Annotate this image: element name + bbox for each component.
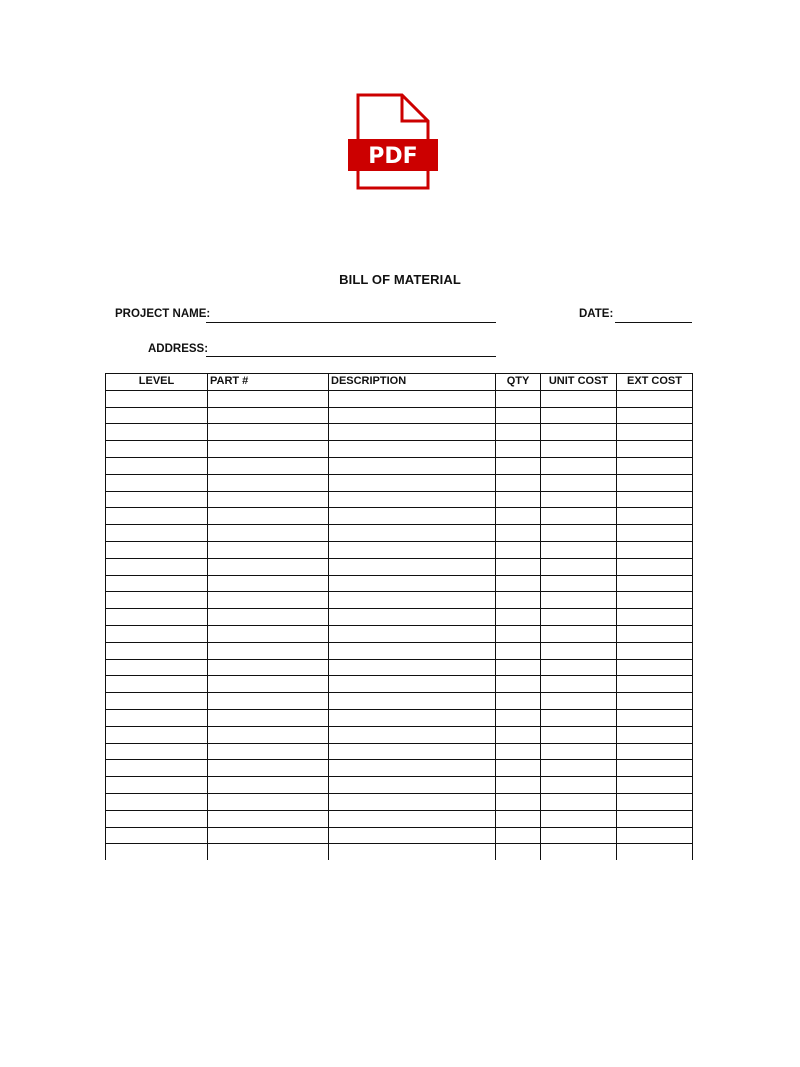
description-cell[interactable]	[329, 810, 496, 827]
table-row	[106, 525, 693, 542]
table-row	[106, 827, 693, 844]
unit-cost-cell[interactable]	[541, 676, 617, 693]
ext-cost-cell[interactable]	[617, 760, 693, 777]
part-number-cell[interactable]	[208, 508, 329, 525]
description-cell[interactable]	[329, 441, 496, 458]
date-field[interactable]	[615, 322, 692, 323]
part-number-cell[interactable]	[208, 659, 329, 676]
ext-cost-cell[interactable]	[617, 642, 693, 659]
table-row	[106, 810, 693, 827]
part-number-cell[interactable]	[208, 676, 329, 693]
table-row	[106, 457, 693, 474]
unit-cost-cell[interactable]	[541, 592, 617, 609]
level-cell[interactable]	[106, 743, 208, 760]
table-row	[106, 407, 693, 424]
level-cell[interactable]	[106, 424, 208, 441]
part-number-cell[interactable]	[208, 693, 329, 710]
description-cell[interactable]	[329, 760, 496, 777]
table-row	[106, 844, 693, 861]
ext-cost-cell[interactable]	[617, 592, 693, 609]
level-cell[interactable]	[106, 525, 208, 542]
column-header-ext-cost: EXT COST	[617, 374, 693, 391]
part-number-cell[interactable]	[208, 609, 329, 626]
qty-cell[interactable]	[496, 457, 541, 474]
description-cell[interactable]	[329, 424, 496, 441]
part-number-cell[interactable]	[208, 525, 329, 542]
table-row	[106, 474, 693, 491]
table-row	[106, 726, 693, 743]
level-cell[interactable]	[106, 827, 208, 844]
qty-cell[interactable]	[496, 760, 541, 777]
qty-cell[interactable]	[496, 693, 541, 710]
description-cell[interactable]	[329, 558, 496, 575]
column-header-qty: QTY	[496, 374, 541, 391]
part-number-cell[interactable]	[208, 457, 329, 474]
description-cell[interactable]	[329, 743, 496, 760]
table-row	[106, 659, 693, 676]
table-header-row	[106, 374, 693, 391]
qty-cell[interactable]	[496, 541, 541, 558]
ext-cost-cell[interactable]	[617, 541, 693, 558]
unit-cost-cell[interactable]	[541, 407, 617, 424]
part-number-cell[interactable]	[208, 575, 329, 592]
qty-cell[interactable]	[496, 676, 541, 693]
level-cell[interactable]	[106, 676, 208, 693]
description-cell[interactable]	[329, 709, 496, 726]
table-row	[106, 609, 693, 626]
table-row	[106, 642, 693, 659]
description-cell[interactable]	[329, 676, 496, 693]
ext-cost-cell[interactable]	[617, 777, 693, 794]
level-cell[interactable]	[106, 457, 208, 474]
description-cell[interactable]	[329, 793, 496, 810]
unit-cost-cell[interactable]	[541, 777, 617, 794]
qty-cell[interactable]	[496, 726, 541, 743]
address-label: ADDRESS:	[148, 343, 209, 355]
description-cell[interactable]	[329, 642, 496, 659]
qty-cell[interactable]	[496, 508, 541, 525]
table-row	[106, 676, 693, 693]
table-row	[106, 558, 693, 575]
date-label: DATE:	[579, 308, 614, 320]
description-cell[interactable]	[329, 491, 496, 508]
ext-cost-cell[interactable]	[617, 693, 693, 710]
ext-cost-cell[interactable]	[617, 474, 693, 491]
level-cell[interactable]	[106, 709, 208, 726]
level-cell[interactable]	[106, 760, 208, 777]
unit-cost-cell[interactable]	[541, 525, 617, 542]
document-title: BILL OF MATERIAL	[339, 272, 461, 287]
unit-cost-cell[interactable]	[541, 390, 617, 407]
level-cell[interactable]	[106, 777, 208, 794]
column-header-level: LEVEL	[106, 374, 208, 391]
project-name-label: PROJECT NAME:	[115, 308, 211, 320]
unit-cost-cell[interactable]	[541, 793, 617, 810]
project-name-field[interactable]	[206, 322, 496, 323]
unit-cost-cell[interactable]	[541, 609, 617, 626]
ext-cost-cell[interactable]	[617, 575, 693, 592]
table-row	[106, 592, 693, 609]
table-row	[106, 575, 693, 592]
level-cell[interactable]	[106, 726, 208, 743]
ext-cost-cell[interactable]	[617, 625, 693, 642]
description-cell[interactable]	[329, 474, 496, 491]
part-number-cell[interactable]	[208, 726, 329, 743]
level-cell[interactable]	[106, 659, 208, 676]
description-cell[interactable]	[329, 609, 496, 626]
part-number-cell[interactable]	[208, 441, 329, 458]
table-row	[106, 491, 693, 508]
level-cell[interactable]	[106, 693, 208, 710]
unit-cost-cell[interactable]	[541, 558, 617, 575]
qty-cell[interactable]	[496, 609, 541, 626]
qty-cell[interactable]	[496, 625, 541, 642]
table-row	[106, 777, 693, 794]
table-row	[106, 793, 693, 810]
ext-cost-cell[interactable]	[617, 407, 693, 424]
qty-cell[interactable]	[496, 390, 541, 407]
unit-cost-cell[interactable]	[541, 693, 617, 710]
unit-cost-cell[interactable]	[541, 709, 617, 726]
description-cell[interactable]	[329, 508, 496, 525]
unit-cost-cell[interactable]	[541, 844, 617, 861]
ext-cost-cell[interactable]	[617, 709, 693, 726]
svg-text:PDF: PDF	[368, 144, 418, 169]
part-number-cell[interactable]	[208, 407, 329, 424]
level-cell[interactable]	[106, 592, 208, 609]
part-number-cell[interactable]	[208, 390, 329, 407]
table-row	[106, 693, 693, 710]
qty-cell[interactable]	[496, 709, 541, 726]
qty-cell[interactable]	[496, 659, 541, 676]
unit-cost-cell[interactable]	[541, 659, 617, 676]
description-cell[interactable]	[329, 693, 496, 710]
description-cell[interactable]	[329, 659, 496, 676]
description-cell[interactable]	[329, 827, 496, 844]
part-number-cell[interactable]	[208, 541, 329, 558]
part-number-cell[interactable]	[208, 625, 329, 642]
level-cell[interactable]	[106, 609, 208, 626]
level-cell[interactable]	[106, 508, 208, 525]
pdf-file-icon	[346, 92, 440, 192]
ext-cost-cell[interactable]	[617, 827, 693, 844]
level-cell[interactable]	[106, 390, 208, 407]
level-cell[interactable]	[106, 474, 208, 491]
qty-cell[interactable]	[496, 777, 541, 794]
part-number-cell[interactable]	[208, 810, 329, 827]
unit-cost-cell[interactable]	[541, 760, 617, 777]
unit-cost-cell[interactable]	[541, 575, 617, 592]
qty-cell[interactable]	[496, 827, 541, 844]
column-header-unit-cost: UNIT COST	[541, 374, 617, 391]
qty-cell[interactable]	[496, 525, 541, 542]
table-body	[106, 390, 693, 860]
qty-cell[interactable]	[496, 743, 541, 760]
ext-cost-cell[interactable]	[617, 726, 693, 743]
part-number-cell[interactable]	[208, 491, 329, 508]
ext-cost-cell[interactable]	[617, 558, 693, 575]
table-row	[106, 709, 693, 726]
qty-cell[interactable]	[496, 407, 541, 424]
bill-of-material-table	[105, 373, 693, 860]
qty-cell[interactable]	[496, 441, 541, 458]
description-cell[interactable]	[329, 726, 496, 743]
ext-cost-cell[interactable]	[617, 659, 693, 676]
description-cell[interactable]	[329, 457, 496, 474]
unit-cost-cell[interactable]	[541, 474, 617, 491]
level-cell[interactable]	[106, 558, 208, 575]
part-number-cell[interactable]	[208, 558, 329, 575]
qty-cell[interactable]	[496, 592, 541, 609]
level-cell[interactable]	[106, 642, 208, 659]
level-cell[interactable]	[106, 810, 208, 827]
ext-cost-cell[interactable]	[617, 609, 693, 626]
level-cell[interactable]	[106, 541, 208, 558]
ext-cost-cell[interactable]	[617, 390, 693, 407]
qty-cell[interactable]	[496, 491, 541, 508]
unit-cost-cell[interactable]	[541, 491, 617, 508]
description-cell[interactable]	[329, 541, 496, 558]
description-cell[interactable]	[329, 777, 496, 794]
column-header-description: DESCRIPTION	[329, 374, 496, 391]
part-number-cell[interactable]	[208, 777, 329, 794]
level-cell[interactable]	[106, 793, 208, 810]
table-row	[106, 541, 693, 558]
description-cell[interactable]	[329, 525, 496, 542]
ext-cost-cell[interactable]	[617, 457, 693, 474]
level-cell[interactable]	[106, 625, 208, 642]
level-cell[interactable]	[106, 407, 208, 424]
ext-cost-cell[interactable]	[617, 525, 693, 542]
qty-cell[interactable]	[496, 793, 541, 810]
unit-cost-cell[interactable]	[541, 726, 617, 743]
qty-cell[interactable]	[496, 810, 541, 827]
part-number-cell[interactable]	[208, 709, 329, 726]
part-number-cell[interactable]	[208, 642, 329, 659]
table-row	[106, 424, 693, 441]
description-cell[interactable]	[329, 407, 496, 424]
part-number-cell[interactable]	[208, 793, 329, 810]
description-cell[interactable]	[329, 844, 496, 861]
part-number-cell[interactable]	[208, 424, 329, 441]
ext-cost-cell[interactable]	[617, 793, 693, 810]
ext-cost-cell[interactable]	[617, 676, 693, 693]
level-cell[interactable]	[106, 441, 208, 458]
qty-cell[interactable]	[496, 558, 541, 575]
table-row	[106, 390, 693, 407]
unit-cost-cell[interactable]	[541, 441, 617, 458]
qty-cell[interactable]	[496, 424, 541, 441]
part-number-cell[interactable]	[208, 474, 329, 491]
description-cell[interactable]	[329, 390, 496, 407]
level-cell[interactable]	[106, 491, 208, 508]
ext-cost-cell[interactable]	[617, 424, 693, 441]
part-number-cell[interactable]	[208, 743, 329, 760]
part-number-cell[interactable]	[208, 827, 329, 844]
level-cell[interactable]	[106, 844, 208, 861]
ext-cost-cell[interactable]	[617, 491, 693, 508]
unit-cost-cell[interactable]	[541, 827, 617, 844]
unit-cost-cell[interactable]	[541, 424, 617, 441]
column-header-part-number: PART #	[208, 374, 329, 391]
table-row	[106, 760, 693, 777]
description-cell[interactable]	[329, 575, 496, 592]
unit-cost-cell[interactable]	[541, 642, 617, 659]
table-row	[106, 625, 693, 642]
ext-cost-cell[interactable]	[617, 810, 693, 827]
unit-cost-cell[interactable]	[541, 508, 617, 525]
qty-cell[interactable]	[496, 575, 541, 592]
part-number-cell[interactable]	[208, 592, 329, 609]
table-row	[106, 441, 693, 458]
ext-cost-cell[interactable]	[617, 743, 693, 760]
unit-cost-cell[interactable]	[541, 541, 617, 558]
table-row	[106, 508, 693, 525]
qty-cell[interactable]	[496, 844, 541, 861]
part-number-cell[interactable]	[208, 844, 329, 861]
level-cell[interactable]	[106, 575, 208, 592]
unit-cost-cell[interactable]	[541, 457, 617, 474]
table-row	[106, 743, 693, 760]
qty-cell[interactable]	[496, 474, 541, 491]
unit-cost-cell[interactable]	[541, 810, 617, 827]
address-field[interactable]	[206, 356, 496, 357]
part-number-cell[interactable]	[208, 760, 329, 777]
unit-cost-cell[interactable]	[541, 625, 617, 642]
qty-cell[interactable]	[496, 642, 541, 659]
ext-cost-cell[interactable]	[617, 441, 693, 458]
ext-cost-cell[interactable]	[617, 844, 693, 861]
description-cell[interactable]	[329, 592, 496, 609]
unit-cost-cell[interactable]	[541, 743, 617, 760]
ext-cost-cell[interactable]	[617, 508, 693, 525]
description-cell[interactable]	[329, 625, 496, 642]
